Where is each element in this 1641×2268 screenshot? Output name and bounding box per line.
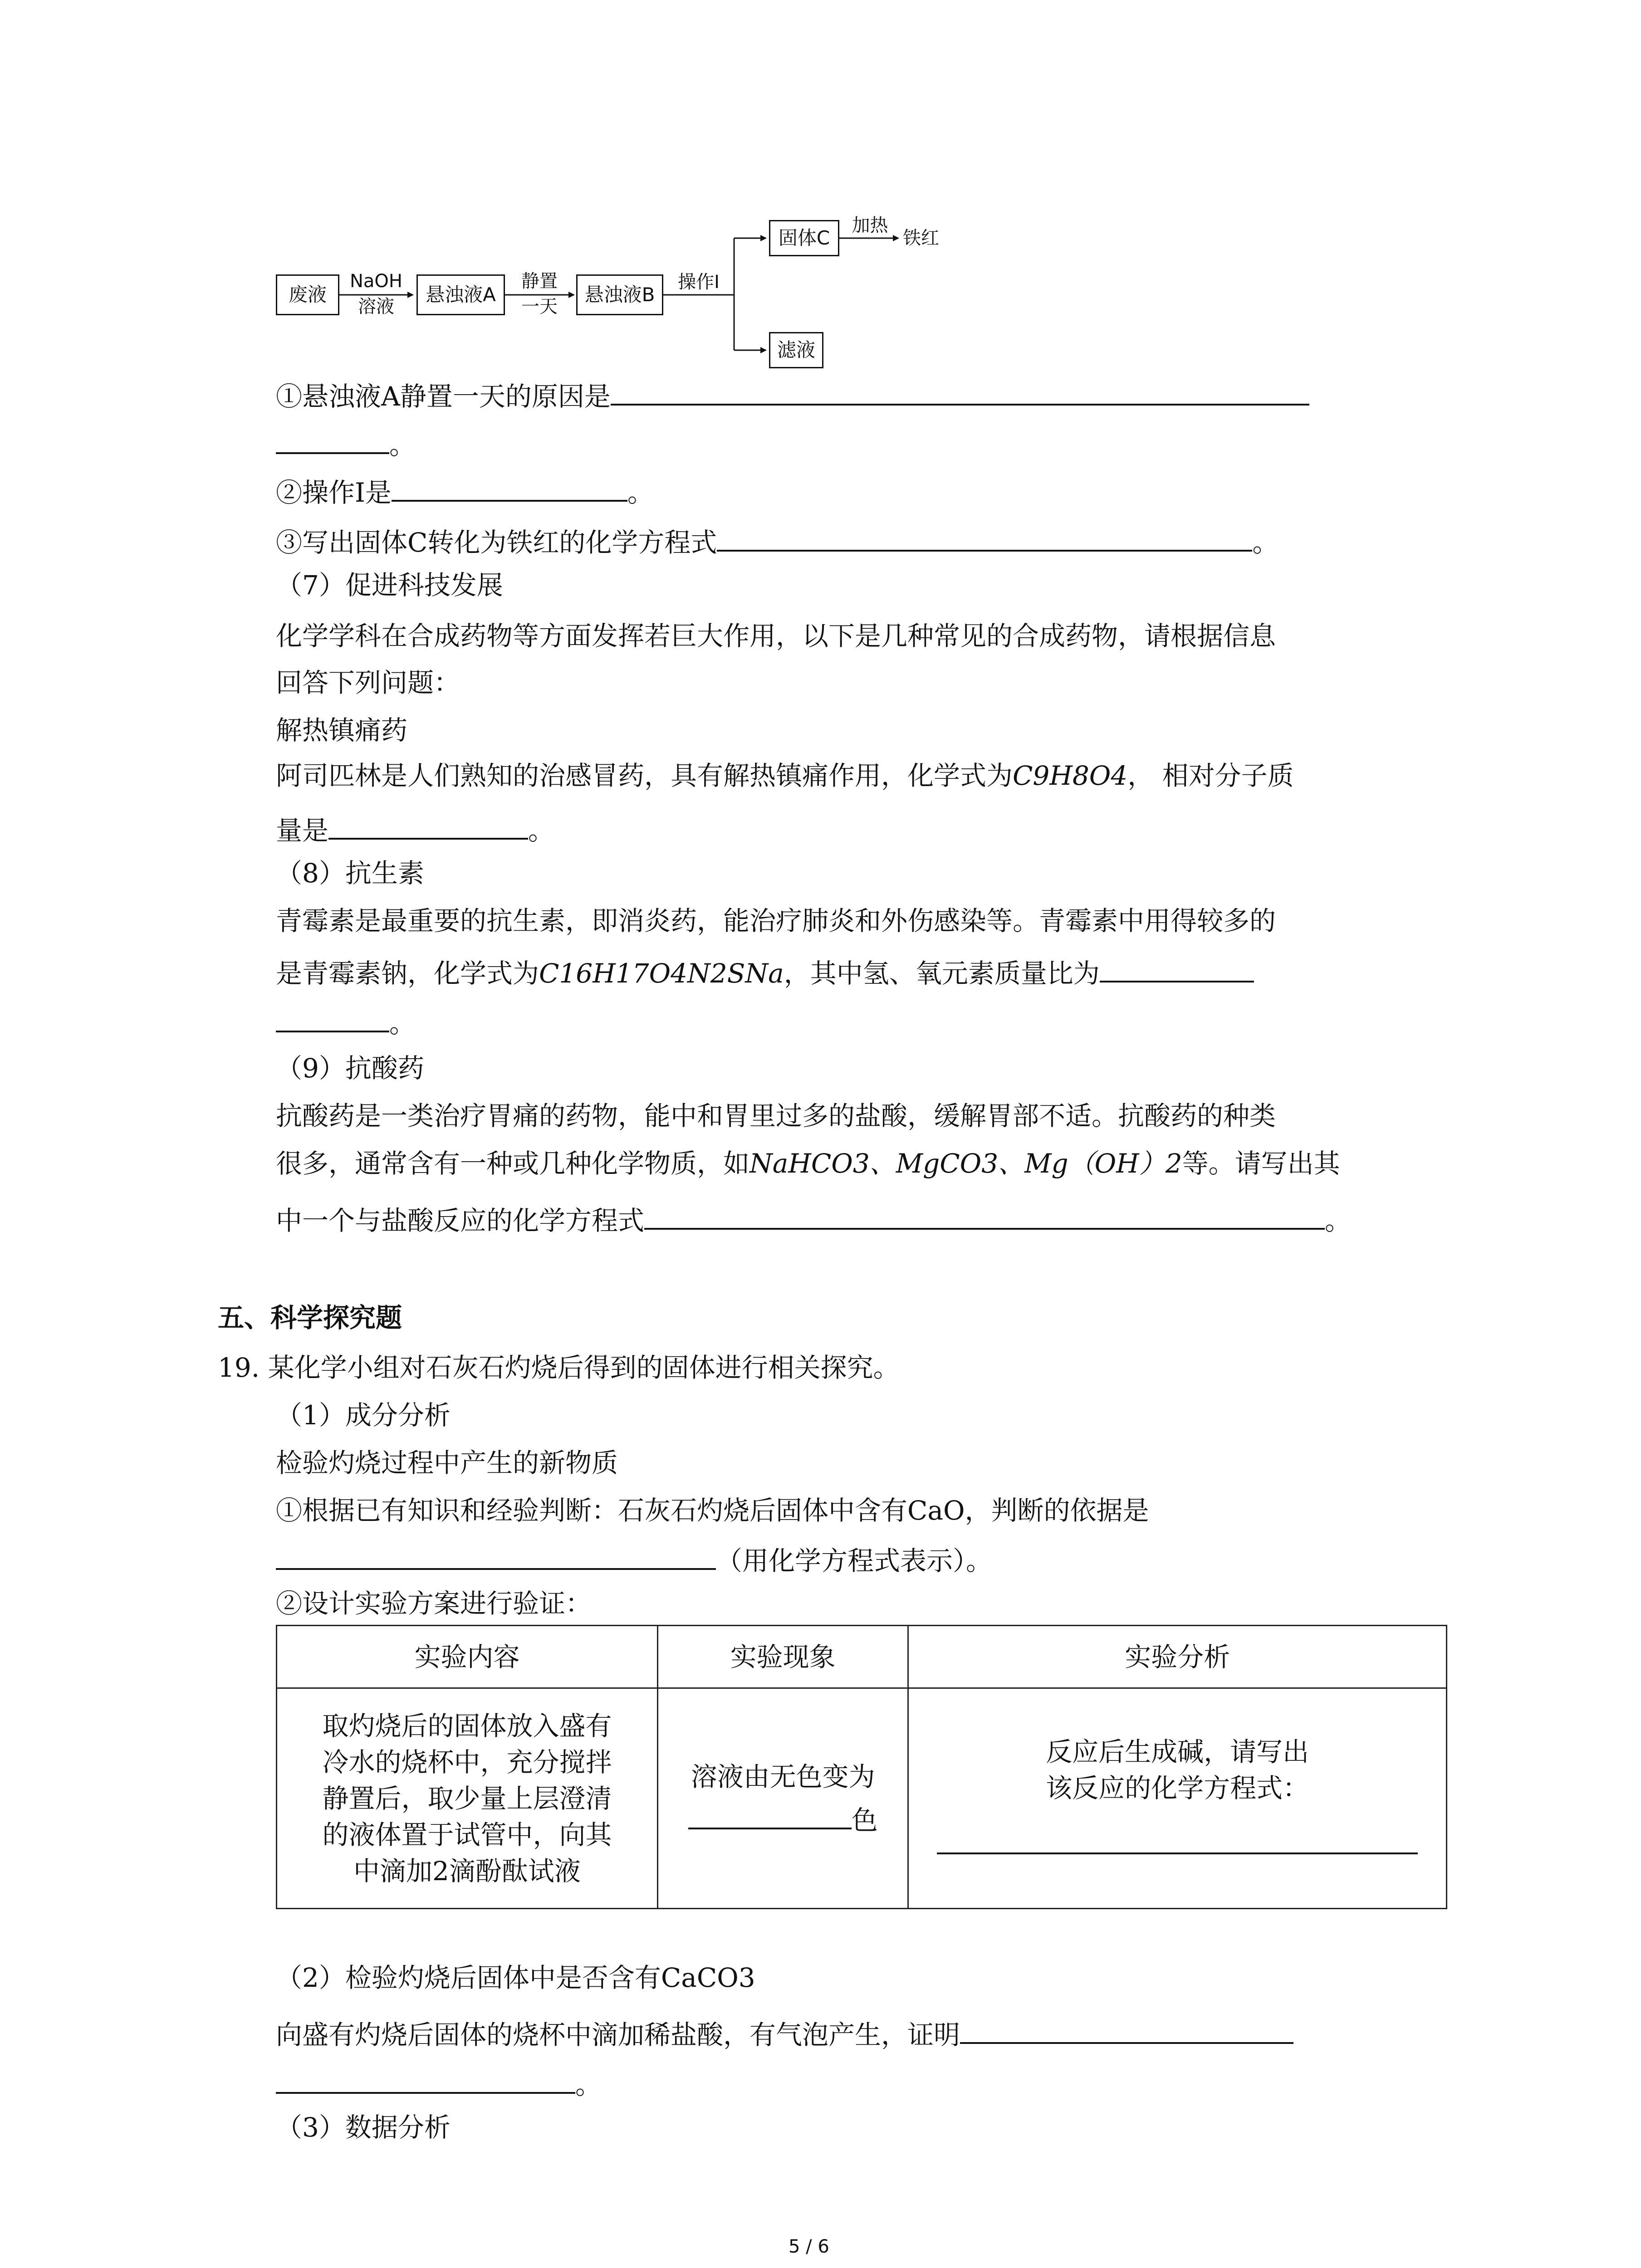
flow-box-filtrate: [769, 332, 823, 368]
q7-para-3: 解热镇痛药: [276, 715, 408, 746]
q9-para-2-end: 等。请写出其: [1182, 1148, 1340, 1179]
flow-susp-a-label: 悬浊液A: [426, 284, 496, 306]
analysis-line-2: 该反应的化学方程式：: [1046, 1772, 1309, 1804]
flow-iron-red-text: 铁红: [903, 228, 939, 249]
flow-operation-label: [667, 272, 730, 292]
analysis-blank[interactable]: [937, 1824, 1418, 1854]
flow-stand-bottom: 一天: [521, 296, 558, 317]
q19-s2-blank-b[interactable]: [276, 2064, 575, 2094]
flow-susp-b-label: 悬浊液B: [584, 284, 655, 306]
q19-s2b-line: [276, 2064, 602, 2103]
table-header-content: 实验内容: [277, 1626, 658, 1688]
q8-formula: C16H17O4N2SNa: [539, 958, 784, 989]
q7-para-5-end: 。: [528, 815, 555, 846]
q6-text-1: ①悬浊液A静置一天的原因是: [276, 381, 611, 412]
flow-filtrate-label: 滤液: [777, 339, 815, 361]
section5-heading: 五、科学探究题: [218, 1302, 402, 1333]
q19-s2a-line: [276, 2014, 1293, 2053]
q19-s2a: 向盛有灼烧后固体的烧杯中滴加稀盐酸，有气泡产生，证明: [276, 2019, 960, 2050]
q19-s2-line: [276, 1960, 755, 1996]
flow-stand-label: [505, 271, 574, 291]
flow-naoh-label: [339, 271, 413, 291]
q9-line-2: [276, 1145, 1340, 1182]
q19-s1c-line: [276, 1540, 992, 1579]
flow-operation-text: 操作I: [678, 272, 720, 293]
q6-blank-1b[interactable]: [276, 424, 389, 454]
analysis-line-1: 反应后生成碱，请写出: [1046, 1736, 1309, 1767]
flow-iron-red-label: [903, 228, 953, 248]
content-line-3: 静置后，取少量上层澄清: [322, 1783, 612, 1814]
q19-s1c-end: （用化学方程式表示）。: [716, 1545, 993, 1576]
table-row: [277, 1688, 1447, 1909]
q19-s3-title: （3）数据分析: [276, 2112, 451, 2143]
q7-formula: C9H8O4: [1013, 760, 1128, 791]
content-line-4: 的液体置于试管中，向其: [322, 1819, 612, 1850]
q6-line-3: [276, 472, 654, 511]
flow-day-label: [505, 297, 574, 317]
q7-para-4-end: ， 相对分子质: [1127, 760, 1294, 791]
analysis-line-3: [909, 1824, 1446, 1863]
q19-s1-title: （1）成分分析: [276, 1400, 451, 1431]
q6-line-2: [276, 424, 416, 463]
q9-para-1: 抗酸药是一类治疗胃痛的药物，能中和胃里过多的盐酸，缓解胃部不适。抗酸药的种类: [276, 1100, 1276, 1131]
q6-text-4: ③写出固体C转化为铁红的化学方程式: [276, 527, 717, 558]
content-line-1: 取灼烧后的固体放入盛有: [322, 1710, 612, 1741]
flow-box-waste: [276, 274, 339, 315]
q19-stem: 19. 某化学小组对石灰石灼烧后得到的固体进行相关探究。: [218, 1352, 900, 1383]
q19-s1-blank[interactable]: [276, 1540, 716, 1570]
q9-para-3: 中一个与盐酸反应的化学方程式: [276, 1205, 645, 1236]
q8-line-2: [276, 953, 1254, 992]
q7-line-4: [276, 758, 1294, 794]
table-cell-analysis: [908, 1688, 1447, 1909]
q9-line-3: [276, 1200, 1351, 1239]
q6-line-1: [276, 376, 1309, 415]
q6-text-3: ②操作I是: [276, 477, 392, 508]
experiment-table: [276, 1625, 1447, 1909]
flow-heat-text: 加热: [852, 215, 888, 236]
q19-s2-blank[interactable]: [960, 2014, 1293, 2044]
q7-title: （7）促进科技发展: [276, 570, 503, 601]
flow-heat-label: [842, 215, 898, 235]
q8-para-2-start: 是青霉素钠，化学式为: [276, 958, 539, 989]
phenomenon-line-2-end: 色: [851, 1804, 878, 1836]
q19-s2-title: （2）检验灼烧后固体中是否含有CaCO3: [276, 1962, 755, 1993]
q8-blank-1b[interactable]: [276, 1002, 389, 1032]
flow-naoh-top: NaOH: [350, 271, 402, 292]
q19-s1d: ②设计实验方案进行验证：: [276, 1588, 592, 1619]
q7-para-2: 回答下列问题：: [276, 667, 460, 698]
q19-s1a: 检验灼烧过程中产生的新物质: [276, 1447, 618, 1478]
q9-blank[interactable]: [644, 1200, 1325, 1230]
phenomenon-line-2: [658, 1799, 907, 1838]
flow-box-susp-a: [416, 274, 505, 315]
phenomenon-blank[interactable]: [688, 1799, 852, 1829]
table-header-row: [277, 1626, 1447, 1688]
flow-solution-label: [339, 297, 413, 317]
q19-s2b-end: 。: [575, 2069, 602, 2100]
q9-para-2-start: 很多，通常含有一种或几种化学物质，如: [276, 1148, 750, 1179]
q9-para-3-end: 。: [1325, 1205, 1352, 1236]
q19-s1b: ①根据已有知识和经验判断：石灰石灼烧后固体中含有CaO，判断的依据是: [276, 1495, 1149, 1526]
q8-para-3-end: 。: [389, 1008, 416, 1039]
q6-text-4-end: 。: [1252, 527, 1279, 558]
flow-naoh-bottom: 溶液: [358, 296, 394, 317]
flow-solid-c-label: 固体C: [778, 227, 830, 249]
flow-box-solid-c: [769, 220, 839, 256]
q6-text-3-end: 。: [627, 477, 654, 508]
q6-line-4: [276, 522, 1279, 561]
q7-para-1: 化学学科在合成药物等方面发挥若巨大作用，以下是几种常见的合成药物，请根据信息: [276, 621, 1276, 651]
page-number: 5 / 6: [789, 2236, 829, 2257]
q8-line-3: [276, 1002, 416, 1041]
q8-blank-1[interactable]: [1100, 953, 1254, 982]
q6-blank-1[interactable]: [611, 376, 1309, 406]
flow-waste-label: 废液: [288, 284, 327, 306]
q7-blank[interactable]: [328, 810, 528, 840]
q8-para-2-end: ，其中氢、氧元素质量比为: [784, 958, 1100, 989]
q7-para-4: 阿司匹林是人们熟知的治感冒药，具有解热镇痛作用，化学式为: [276, 760, 1013, 791]
phenomenon-line-1: 溶液由无色变为: [691, 1761, 875, 1792]
q6-blank-3[interactable]: [717, 522, 1252, 552]
table-header-phenomenon: 实验现象: [657, 1626, 908, 1688]
table-cell-phenomenon: [657, 1688, 908, 1909]
q6-blank-2[interactable]: [392, 472, 627, 502]
content-line-5: 中滴加2滴酚酞试液: [353, 1855, 581, 1887]
q9-title: （9）抗酸药: [276, 1053, 424, 1084]
q8-title: （8）抗生素: [276, 858, 424, 889]
q8-para-1: 青霉素是最重要的抗生素，即消炎药，能治疗肺炎和外伤感染等。青霉素中用得较多的: [276, 905, 1276, 936]
q6-text-2-end: 。: [389, 430, 416, 460]
q7-line-5: [276, 810, 554, 849]
content-line-2: 冷水的烧杯中，充分搅拌: [322, 1746, 612, 1778]
table-header-analysis: 实验分析: [908, 1626, 1447, 1688]
flow-stand-top: 静置: [521, 271, 558, 292]
q7-para-5: 量是: [276, 815, 329, 846]
table-cell-content: [277, 1688, 658, 1909]
flow-box-susp-b: [576, 274, 663, 315]
q9-chem-list: NaHCO3、MgCO3、Mg（OH）2: [749, 1148, 1182, 1179]
